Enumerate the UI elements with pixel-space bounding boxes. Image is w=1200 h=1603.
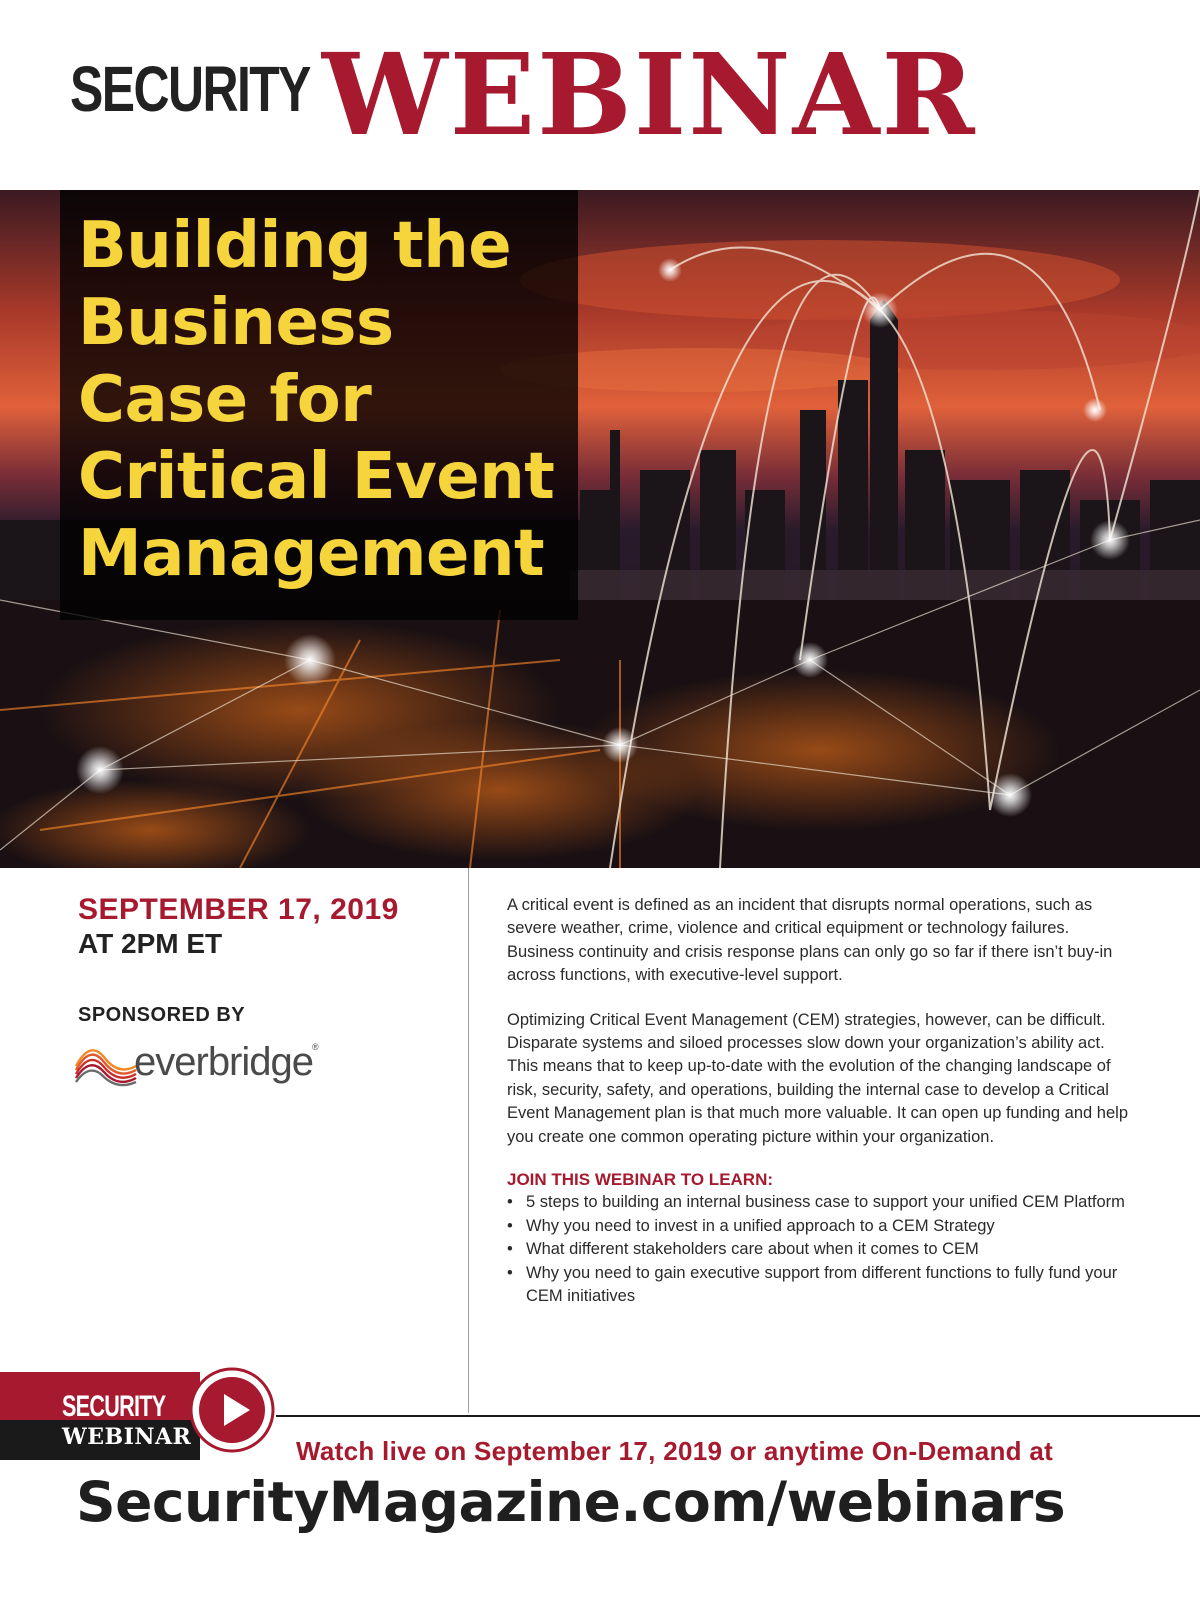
description [507,894,1137,1309]
event-date: SEPTEMBER 17, 2019 [78,893,399,926]
description-paragraph: A critical event is defined as an incident that disrupts normal operations, such as severe weather, crime, violence and critical equipment or technology failures. Business continuity and crisis response plans can only go so far if there isn’t buy-in across functions, with executive-level support. [507,896,1113,985]
sponsored-by-label: SPONSORED BY [78,1004,246,1026]
registered-mark: ® [312,1042,319,1052]
event-time: AT 2PM ET [78,928,223,959]
bullet: • [507,1240,513,1259]
bullet: • [507,1263,513,1282]
description-paragraph: Optimizing Critical Event Management (CEM) strategies, however, can be difficult. Disparate systems and siloed processes slow down your organization’s ability act. This means that to keep up-to-date with the evolution of the changing landscape of risk, security, safety, and operations, building the internal case to develop a Critical Event Management plan is that much more valuable. It can open up funding and help you create one common operating picture within your organization. [507,1010,1128,1146]
list-item-text: Why you need to gain executive support from different functions to fully fund your CEM initiatives [526,1263,1118,1306]
list-item-text: 5 steps to building an internal business case to support your unified CEM Platform [526,1193,1125,1212]
watch-line: Watch live on September 17, 2019 or anytime On-Demand at [296,1436,1054,1466]
list-item [507,1238,1137,1261]
sponsor-logo[interactable] [74,1040,334,1090]
footer-logo-webinar: WEBINAR [62,1424,192,1450]
footer-logo-security: SECURITY [62,1390,166,1423]
list-item [507,1215,1137,1238]
everbridge-wave-icon [74,1040,138,1088]
learn-list [507,1191,1137,1308]
play-icon[interactable] [188,1366,276,1454]
bullet: • [507,1193,513,1212]
list-item-text: Why you need to invest in a unified approach to a CEM Strategy [526,1216,995,1235]
column-divider [468,868,469,1413]
learn-heading: JOIN THIS WEBINAR TO LEARN: [507,1170,774,1190]
title-line: Management [78,517,545,591]
sponsor-name: everbridge [134,1040,314,1084]
masthead [0,0,1200,190]
bullet: • [507,1216,513,1235]
title-line: Building the [78,209,512,283]
hero-image [0,190,1200,868]
title-box [60,190,578,620]
title-line: Case for [78,363,372,437]
list-item-text: What different stakeholders care about when it comes to CEM [526,1240,979,1259]
title-line: Business [78,286,394,360]
title-line: Critical Event [78,440,555,514]
footer-rule [276,1415,1200,1417]
masthead-webinar: WEBINAR [322,30,977,161]
list-item [507,1191,1137,1214]
masthead-security: SECURITY [70,53,310,125]
list-item [507,1262,1137,1309]
webinars-url-link[interactable]: SecurityMagazine.com/webinars [76,1470,1066,1534]
webinar-title [78,208,578,593]
